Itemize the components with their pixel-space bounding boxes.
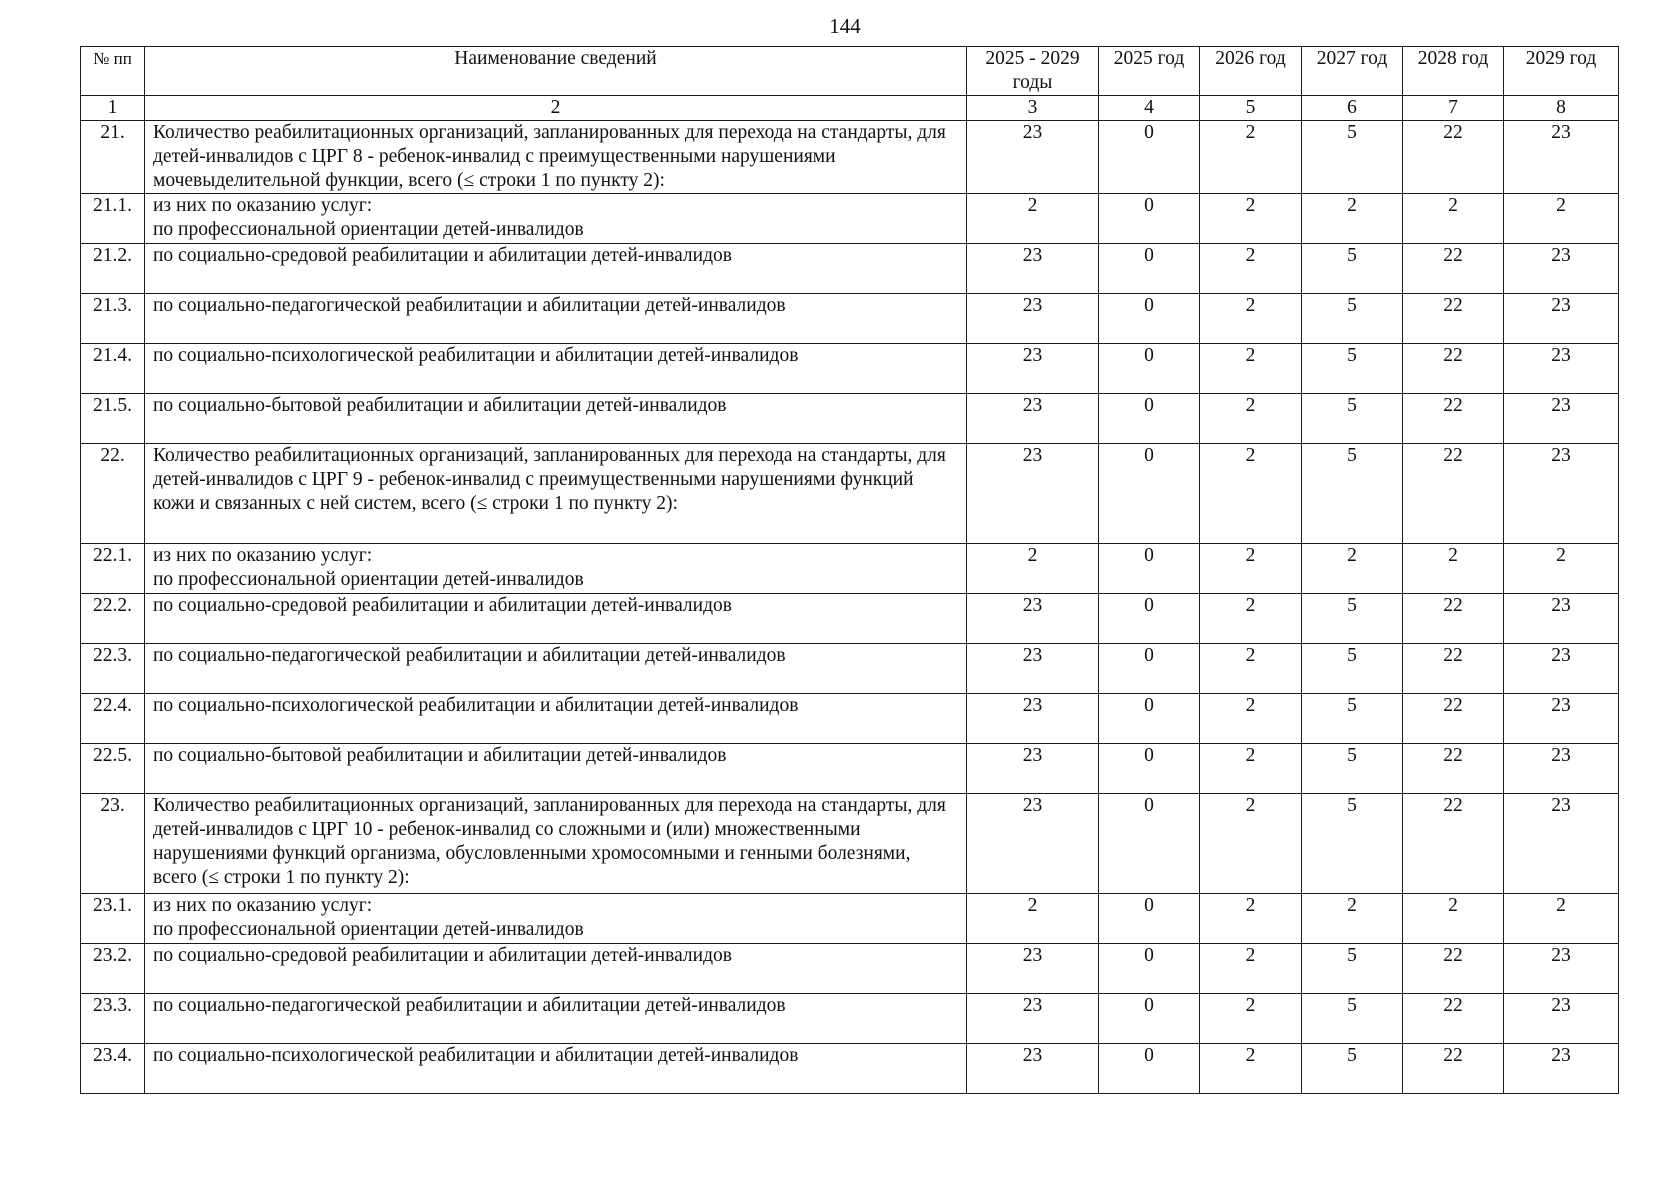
row-value: 0 (1099, 594, 1200, 644)
row-value: 23 (1504, 944, 1619, 994)
row-name: по социально-средовой реабилитации и абилитации детей-инвалидов (145, 244, 967, 294)
row-value: 23 (1504, 594, 1619, 644)
header-year-2027: 2027 год (1302, 47, 1403, 96)
table-row (81, 944, 1619, 994)
row-value: 23 (967, 444, 1099, 544)
header-name: Наименование сведений (145, 47, 967, 96)
row-value: 5 (1302, 294, 1403, 344)
row-value: 2 (1504, 194, 1619, 244)
row-value: 0 (1099, 294, 1200, 344)
row-value: 0 (1099, 444, 1200, 544)
row-number: 22.5. (81, 744, 145, 794)
table-row (81, 444, 1619, 544)
table-row (81, 394, 1619, 444)
row-value: 2 (1504, 894, 1619, 944)
row-value: 22 (1403, 344, 1504, 394)
row-value: 23 (967, 1044, 1099, 1094)
column-index: 3 (967, 96, 1099, 121)
row-value: 23 (967, 244, 1099, 294)
row-number: 21.4. (81, 344, 145, 394)
table-row (81, 194, 1619, 244)
table-row (81, 344, 1619, 394)
row-name: по социально-бытовой реабилитации и абилитации детей-инвалидов (145, 744, 967, 794)
row-value: 0 (1099, 944, 1200, 994)
row-name: по социально-педагогической реабилитации и абилитации детей-инвалидов (145, 294, 967, 344)
row-number: 21.2. (81, 244, 145, 294)
row-value: 2 (1200, 594, 1302, 644)
row-value: 2 (1504, 544, 1619, 594)
data-table (80, 46, 1619, 1094)
table-row (81, 744, 1619, 794)
row-value: 2 (1302, 894, 1403, 944)
row-value: 22 (1403, 444, 1504, 544)
column-index: 7 (1403, 96, 1504, 121)
table-row (81, 544, 1619, 594)
row-value: 2 (1200, 294, 1302, 344)
table-row (81, 644, 1619, 694)
row-value: 2 (1200, 394, 1302, 444)
table-row (81, 121, 1619, 194)
row-value: 23 (1504, 294, 1619, 344)
row-value: 0 (1099, 994, 1200, 1044)
row-value: 23 (1504, 694, 1619, 744)
row-name: из них по оказанию услуг: по профессиональной ориентации детей-инвалидов (145, 894, 967, 944)
row-name: по социально-психологической реабилитации и абилитации детей-инвалидов (145, 344, 967, 394)
row-value: 22 (1403, 744, 1504, 794)
table-row (81, 894, 1619, 944)
row-value: 22 (1403, 644, 1504, 694)
row-value: 23 (967, 794, 1099, 894)
row-number: 21.1. (81, 194, 145, 244)
row-value: 2 (1403, 194, 1504, 244)
row-value: 0 (1099, 694, 1200, 744)
row-value: 5 (1302, 794, 1403, 894)
row-value: 5 (1302, 344, 1403, 394)
header-row (81, 47, 1619, 96)
row-value: 5 (1302, 121, 1403, 194)
row-value: 5 (1302, 594, 1403, 644)
row-name: по социально-педагогической реабилитации и абилитации детей-инвалидов (145, 644, 967, 694)
row-value: 23 (1504, 994, 1619, 1044)
row-value: 0 (1099, 644, 1200, 694)
table-row (81, 794, 1619, 894)
row-value: 23 (1504, 244, 1619, 294)
row-name: Количество реабилитационных организаций, запланированных для перехода на стандарты, для детей-инвалидов с ЦРГ 10 - ребенок-инвалид со сложными и (или) множественными нарушениями функций организма, обусловленными хромосомными и генными болезнями, всего (≤ строки 1 по пункту 2): (145, 794, 967, 894)
table-row (81, 994, 1619, 1044)
row-value: 23 (967, 994, 1099, 1044)
row-value: 23 (1504, 1044, 1619, 1094)
column-index: 4 (1099, 96, 1200, 121)
row-value: 2 (967, 894, 1099, 944)
row-number: 23.1. (81, 894, 145, 944)
row-value: 2 (1302, 544, 1403, 594)
header-year-2028: 2028 год (1403, 47, 1504, 96)
row-number: 21. (81, 121, 145, 194)
row-number: 21.5. (81, 394, 145, 444)
row-number: 22. (81, 444, 145, 544)
row-number: 23.2. (81, 944, 145, 994)
row-value: 5 (1302, 1044, 1403, 1094)
row-value: 23 (967, 344, 1099, 394)
row-value: 2 (1302, 194, 1403, 244)
row-value: 23 (967, 594, 1099, 644)
row-value: 23 (967, 394, 1099, 444)
row-value: 2 (1200, 444, 1302, 544)
page-number: 144 (829, 14, 861, 38)
row-value: 2 (1200, 194, 1302, 244)
column-index: 6 (1302, 96, 1403, 121)
row-name: Количество реабилитационных организаций, запланированных для перехода на стандарты, для детей-инвалидов с ЦРГ 8 - ребенок-инвалид с преимущественными нарушениями мочевыделительной функции, всего (≤ строки 1 по пункту 2): (145, 121, 967, 194)
row-value: 23 (967, 644, 1099, 694)
row-value: 23 (1504, 444, 1619, 544)
row-value: 22 (1403, 794, 1504, 894)
row-value: 2 (967, 194, 1099, 244)
row-value: 23 (1504, 344, 1619, 394)
column-index: 5 (1200, 96, 1302, 121)
row-name: по социально-средовой реабилитации и абилитации детей-инвалидов (145, 594, 967, 644)
row-value: 5 (1302, 994, 1403, 1044)
row-value: 23 (1504, 121, 1619, 194)
row-name: Количество реабилитационных организаций, запланированных для перехода на стандарты, для детей-инвалидов с ЦРГ 9 - ребенок-инвалид с преимущественными нарушениями функций кожи и связанных с ней систем, всего (≤ строки 1 по пункту 2): (145, 444, 967, 544)
row-value: 2 (1200, 994, 1302, 1044)
row-value: 2 (1200, 1044, 1302, 1094)
row-value: 23 (1504, 644, 1619, 694)
row-value: 2 (1200, 644, 1302, 694)
row-name: по социально-психологической реабилитации и абилитации детей-инвалидов (145, 694, 967, 744)
row-value: 22 (1403, 394, 1504, 444)
row-value: 2 (1200, 121, 1302, 194)
column-index-row (81, 96, 1619, 121)
row-number: 22.3. (81, 644, 145, 694)
row-value: 23 (1504, 794, 1619, 894)
row-value: 0 (1099, 244, 1200, 294)
row-value: 22 (1403, 1044, 1504, 1094)
row-value: 5 (1302, 244, 1403, 294)
row-number: 23.3. (81, 994, 145, 1044)
row-value: 23 (967, 694, 1099, 744)
row-value: 2 (1200, 794, 1302, 894)
row-value: 2 (1200, 694, 1302, 744)
row-value: 23 (1504, 744, 1619, 794)
row-value: 2 (967, 544, 1099, 594)
row-value: 2 (1200, 944, 1302, 994)
row-value: 2 (1200, 544, 1302, 594)
row-value: 5 (1302, 444, 1403, 544)
row-number: 23.4. (81, 1044, 145, 1094)
header-year-2029: 2029 год (1504, 47, 1619, 96)
table-row (81, 594, 1619, 644)
row-value: 5 (1302, 744, 1403, 794)
row-value: 23 (967, 294, 1099, 344)
row-value: 0 (1099, 194, 1200, 244)
row-value: 22 (1403, 694, 1504, 744)
row-value: 5 (1302, 944, 1403, 994)
row-name: по социально-психологической реабилитации и абилитации детей-инвалидов (145, 1044, 967, 1094)
row-value: 2 (1200, 894, 1302, 944)
header-number: № пп (81, 47, 145, 96)
row-number: 22.4. (81, 694, 145, 744)
row-name: по социально-бытовой реабилитации и абилитации детей-инвалидов (145, 394, 967, 444)
table-row (81, 294, 1619, 344)
row-name: по социально-средовой реабилитации и абилитации детей-инвалидов (145, 944, 967, 994)
row-value: 5 (1302, 644, 1403, 694)
row-value: 22 (1403, 294, 1504, 344)
row-number: 22.2. (81, 594, 145, 644)
header-year-2025: 2025 год (1099, 47, 1200, 96)
row-value: 5 (1302, 394, 1403, 444)
row-value: 2 (1403, 894, 1504, 944)
row-value: 22 (1403, 944, 1504, 994)
row-value: 23 (967, 744, 1099, 794)
table-row (81, 244, 1619, 294)
column-index: 1 (81, 96, 145, 121)
column-index: 8 (1504, 96, 1619, 121)
table-row (81, 1044, 1619, 1094)
row-value: 0 (1099, 744, 1200, 794)
row-name: по социально-педагогической реабилитации и абилитации детей-инвалидов (145, 994, 967, 1044)
row-value: 0 (1099, 121, 1200, 194)
row-value: 23 (967, 121, 1099, 194)
row-value: 22 (1403, 994, 1504, 1044)
row-value: 23 (967, 944, 1099, 994)
row-value: 2 (1403, 544, 1504, 594)
row-value: 0 (1099, 894, 1200, 944)
row-value: 0 (1099, 544, 1200, 594)
header-year-2026: 2026 год (1200, 47, 1302, 96)
row-value: 2 (1200, 244, 1302, 294)
row-name: из них по оказанию услуг: по профессиональной ориентации детей-инвалидов (145, 194, 967, 244)
row-name: из них по оказанию услуг: по профессиональной ориентации детей-инвалидов (145, 544, 967, 594)
column-index: 2 (145, 96, 967, 121)
row-number: 21.3. (81, 294, 145, 344)
row-value: 0 (1099, 394, 1200, 444)
row-value: 0 (1099, 794, 1200, 894)
row-value: 22 (1403, 121, 1504, 194)
row-value: 2 (1200, 744, 1302, 794)
row-value: 0 (1099, 1044, 1200, 1094)
row-value: 5 (1302, 694, 1403, 744)
row-value: 23 (1504, 394, 1619, 444)
row-value: 0 (1099, 344, 1200, 394)
row-number: 22.1. (81, 544, 145, 594)
row-value: 22 (1403, 244, 1504, 294)
row-value: 22 (1403, 594, 1504, 644)
row-number: 23. (81, 794, 145, 894)
row-value: 2 (1200, 344, 1302, 394)
table-row (81, 694, 1619, 744)
header-period: 2025 - 2029 годы (967, 47, 1099, 96)
